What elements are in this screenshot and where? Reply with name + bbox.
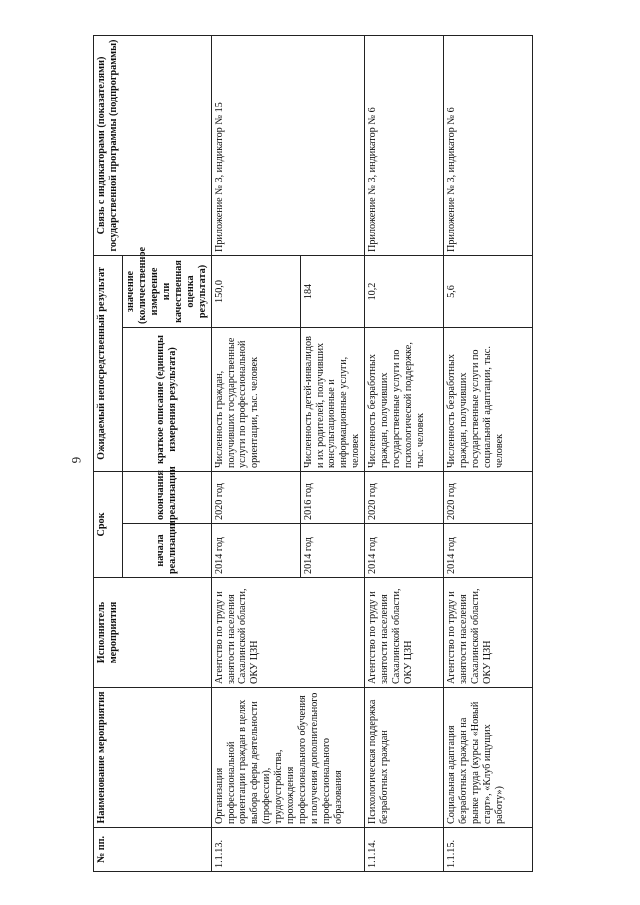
header-term-start: начала реализации bbox=[123, 524, 212, 578]
table-row bbox=[211, 36, 300, 872]
row-number: 1.1.14. bbox=[365, 828, 444, 872]
header-expected-desc: краткое описание (единицы измерения результата) bbox=[123, 328, 212, 472]
header-name: Наименование мероприятия bbox=[94, 688, 212, 828]
result-value: 5,6 bbox=[444, 256, 533, 328]
table-row bbox=[365, 36, 444, 872]
term-start: 2014 год bbox=[300, 524, 365, 578]
header-no: № пп. bbox=[94, 828, 212, 872]
activity-name: Социальная адаптация безработных граждан на рынке труда (курсы «Новый старт», «Клуб ищущих работу») bbox=[444, 688, 533, 828]
result-value: 184 bbox=[300, 256, 365, 328]
indicator-link: Приложение № 3, индикатор № 6 bbox=[444, 36, 533, 256]
table-header-row bbox=[94, 36, 123, 872]
header-term-end: окончания реализации bbox=[123, 472, 212, 524]
result-description: Численность безработных граждан, получивших государственные услуги по социальной адаптации, тыс. человек bbox=[444, 328, 533, 472]
term-start: 2014 год bbox=[211, 524, 300, 578]
activities-table bbox=[93, 35, 533, 872]
term-end: 2020 год bbox=[365, 472, 444, 524]
table-row bbox=[444, 36, 533, 872]
row-number: 1.1.15. bbox=[444, 828, 533, 872]
rotated-table-container bbox=[93, 36, 505, 872]
result-description: Численность граждан, получивших государственные услуги по профессиональной ориентации, тыс. человек bbox=[211, 328, 300, 472]
page-number: 6 bbox=[69, 456, 84, 464]
result-description: Численность безработных граждан, получивших государственные услуги по психологической поддержке, тыс. человек bbox=[365, 328, 444, 472]
result-value: 10,2 bbox=[365, 256, 444, 328]
header-term: Срок bbox=[94, 472, 123, 578]
result-value: 150,0 bbox=[211, 256, 300, 328]
result-description: Численность детей-инвалидов и их родителей, получивших консультационные и информационные услуги, человек bbox=[300, 328, 365, 472]
header-expected-value: значение (количественное измерение или качественная оценка результата) bbox=[123, 256, 212, 328]
activity-name: Организация профессиональной ориентации граждан в целях выбора сферы деятельности (профессии), трудоустройства, прохождения профессионального обучения и получения дополнительного профессионального образования bbox=[211, 688, 365, 828]
header-expected: Ожидаемый непосредственный результат bbox=[94, 256, 123, 472]
term-end: 2020 год bbox=[211, 472, 300, 524]
activity-name: Психологическая поддержка безработных граждан bbox=[365, 688, 444, 828]
term-start: 2014 год bbox=[365, 524, 444, 578]
row-number: 1.1.13. bbox=[211, 828, 365, 872]
executor: Агентство по труду и занятости населения Сахалинской области, ОКУ ЦЗН bbox=[444, 578, 533, 688]
executor: Агентство по труду и занятости населения Сахалинской области, ОКУ ЦЗН bbox=[211, 578, 365, 688]
indicator-link: Приложение № 3, индикатор № 6 bbox=[365, 36, 444, 256]
term-end: 2016 год bbox=[300, 472, 365, 524]
term-start: 2014 год bbox=[444, 524, 533, 578]
header-link: Связь с индикаторами (показателями) государственной программы (подпрограммы) bbox=[94, 36, 212, 256]
header-executor: Исполнитель мероприятия bbox=[94, 578, 212, 688]
executor: Агентство по труду и занятости населения Сахалинской области, ОКУ ЦЗН bbox=[365, 578, 444, 688]
term-end: 2020 год bbox=[444, 472, 533, 524]
indicator-link: Приложение № 3, индикатор № 15 bbox=[211, 36, 365, 256]
